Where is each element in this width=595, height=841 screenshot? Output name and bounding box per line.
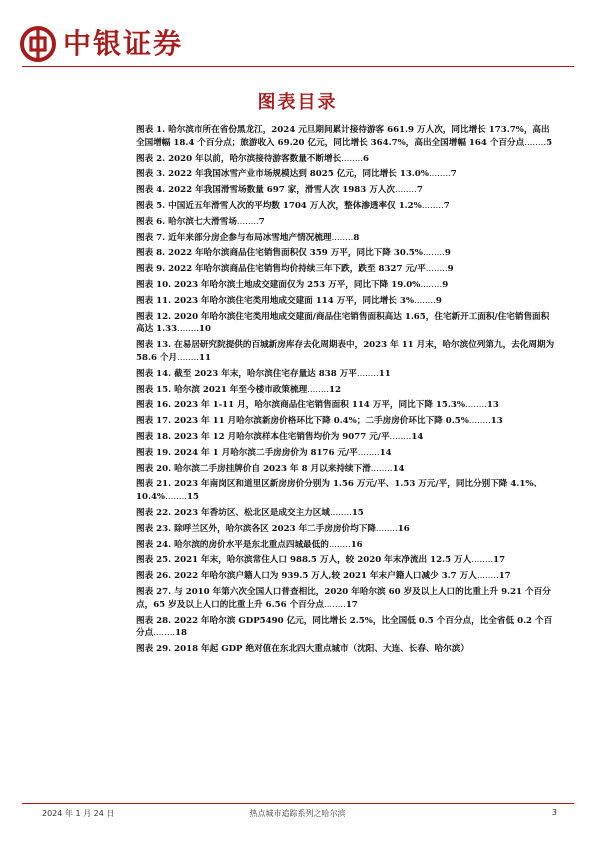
toc-entry-leader: ........	[341, 153, 364, 164]
toc-entry-label: 图表 26.	[136, 571, 172, 582]
toc-entry-text: 2023 年 11 月哈尔滨新房价格环比下降 0.4%；二手房房价环比下降 0.5%	[174, 416, 469, 427]
table-of-figures	[136, 124, 556, 659]
toc-entry-label: 图表 17.	[136, 416, 172, 427]
toc-entry-leader: ........	[421, 200, 444, 211]
toc-entry[interactable]	[136, 153, 556, 166]
toc-entry-label: 图表 13.	[136, 340, 172, 351]
toc-entry-page: 7	[416, 185, 423, 196]
toc-entry-label: 图表 3.	[136, 169, 166, 180]
toc-entry[interactable]	[136, 570, 556, 583]
toc-entry-leader: ........	[471, 555, 494, 566]
toc-entry-page: 9	[442, 279, 449, 290]
toc-entry-page: 15	[351, 507, 364, 518]
toc-entry-text: 除呼兰区外，哈尔滨各区 2023 年二手房房价均下降	[174, 523, 376, 534]
toc-entry-label: 图表 23.	[136, 523, 172, 534]
toc-entry-label: 图表 1.	[136, 125, 166, 135]
toc-entry-text: 哈尔滨市所在省份黑龙江，2024 元旦期间累计接待游客 661.9 万人次，同比增长 173.7%，高出全国增幅 18.4 个百分点；旅游收入 69.20 亿元，同比增长 364.7%，高出全国增幅 164 个百分点	[136, 125, 550, 148]
toc-entry[interactable]	[136, 200, 556, 213]
toc-entry[interactable]	[136, 586, 556, 612]
toc-entry-page: 13	[490, 416, 503, 427]
toc-entry-text: 2018 年起 GDP 绝对值在东北四大重点城市（沈阳、大连、长春、哈尔滨）	[174, 644, 469, 655]
toc-entry-leader: ........	[389, 431, 412, 442]
toc-entry-leader: ........	[357, 447, 380, 458]
toc-entry-text: 2023 年哈尔滨土地成交建面仅为 253 万平，同比下降 19.0%	[174, 279, 421, 290]
toc-entry-leader: ........	[476, 571, 499, 582]
toc-entry-text: 与 2010 年第六次全国人口普查相比，2020 年哈尔滨 60 岁及以上人口的比重上升 9.21 个百分点，65 岁及以上人口的比重上升 6.56 个百分点	[136, 586, 551, 610]
toc-entry-leader: ........	[425, 264, 448, 275]
toc-entry[interactable]	[136, 232, 556, 245]
toc-entry-text: 哈尔滨七大滑雪场	[168, 216, 237, 227]
toc-entry-label: 图表 14.	[136, 368, 172, 379]
toc-entry-page: 15	[186, 492, 199, 503]
toc-entry-leader: ........	[370, 463, 393, 474]
toc-entry-leader: ........	[395, 185, 417, 196]
toc-entry[interactable]	[136, 447, 556, 460]
toc-entry[interactable]	[136, 399, 556, 412]
toc-entry-page: 10	[198, 324, 211, 335]
toc-entry-page: 17	[345, 599, 358, 610]
toc-entry-text: 2022 年我国滑雪场数量 697 家，滑雪人次 1983 万人次	[168, 185, 395, 196]
boc-coin-icon	[20, 26, 56, 62]
toc-entry-label: 图表 8.	[136, 248, 166, 259]
toc-entry-text: 2023 年 12 月哈尔滨样本住宅销售均价为 9077 元/平	[174, 431, 390, 442]
toc-entry-text: 哈尔滨 2021 年至今楼市政策梳理	[174, 384, 308, 395]
toc-entry[interactable]	[136, 295, 556, 308]
toc-entry-page: 17	[498, 571, 511, 582]
toc-entry-label: 图表 5.	[136, 200, 166, 211]
toc-entry-page: 16	[350, 539, 363, 550]
page-header	[20, 26, 575, 66]
toc-entry-text: 2022 年哈尔滨户籍人口为 939.5 万人,较 2021 年末户籍人口减少 3.7 万人	[174, 571, 477, 582]
toc-entry-label: 图表 16.	[136, 400, 172, 411]
toc-entry-leader: ........	[153, 628, 176, 639]
toc-entry[interactable]	[136, 523, 556, 536]
toc-entry-leader: ........	[328, 539, 351, 550]
toc-entry[interactable]	[136, 539, 556, 552]
toc-entry-text: 在易居研究院提供的百城新房库存去化周期表中，2023 年 11 月末，哈尔滨位列第九，去化周期为 58.6 个月	[136, 340, 555, 363]
toc-entry-page: 5	[546, 137, 553, 148]
toc-entry-label: 图表 2.	[136, 153, 166, 164]
toc-entry-text: 2023 年香坊区、松北区是成交主力区域	[174, 507, 330, 518]
toc-entry-text: 2023 年 1-11 月，哈尔滨商品住宅销售面积 114 万平，同比下降 15.3%	[174, 400, 466, 411]
toc-entry-leader: ........	[420, 279, 443, 290]
toc-entry[interactable]	[136, 478, 556, 504]
toc-entry-text: 哈尔滨的房价水平是东北重点四城最低的	[174, 539, 329, 550]
toc-entry[interactable]	[136, 368, 556, 381]
toc-entry-label: 图表 15.	[136, 384, 172, 395]
toc-entry-text: 2022 年哈尔滨 GDP5490 亿元，同比增长 2.5%，比全国低 0.5 个百分点，比全省低 0.2 个百分点	[136, 615, 553, 639]
toc-entry-page: 7	[443, 200, 450, 211]
toc-title: 图表目录	[257, 92, 338, 113]
toc-entry-leader: ........	[428, 169, 451, 180]
toc-entry-label: 图表 12.	[136, 311, 172, 322]
toc-entry-label: 图表 25.	[136, 555, 172, 566]
toc-entry-page: 17	[493, 555, 506, 566]
toc-entry-page: 13	[486, 400, 499, 411]
toc-entry-leader: ........	[331, 232, 354, 243]
toc-entry[interactable]	[136, 168, 556, 181]
toc-entry-text: 2023 年哈尔滨住宅类用地成交建面 114 万平，同比增长 3%	[174, 295, 414, 306]
toc-entry-text: 截至 2023 年末，哈尔滨住宅存量达 838 万平	[174, 368, 357, 379]
toc-entry[interactable]	[136, 339, 556, 365]
footer-date: 2024 年 1 月 24 日	[42, 809, 115, 818]
toc-entry-leader: ........	[356, 368, 379, 379]
toc-entry-label: 图表 28.	[136, 615, 172, 626]
toc-entry-page: 16	[397, 523, 410, 534]
toc-entry-text: 2020 年以前，哈尔滨接待游客数量不断增长	[168, 153, 342, 164]
toc-entry-label: 图表 19.	[136, 447, 172, 458]
toc-entry[interactable]	[136, 124, 556, 150]
toc-entry-label: 图表 9.	[136, 264, 166, 275]
toc-entry[interactable]	[136, 643, 556, 656]
toc-entry-label: 图表 6.	[136, 216, 166, 227]
toc-entry-page: 11	[198, 352, 211, 363]
toc-entry-text: 哈尔滨二手房挂牌价自 2023 年 8 月以来持续下滑	[174, 463, 371, 474]
toc-entry[interactable]	[136, 263, 556, 276]
toc-entry-page: 12	[329, 384, 341, 395]
footer-divider	[22, 803, 574, 804]
toc-entry-label: 图表 7.	[136, 232, 166, 243]
toc-entry-page: 11	[378, 368, 391, 379]
toc-entry-leader: ........	[323, 599, 346, 610]
toc-entry[interactable]	[136, 384, 556, 397]
toc-entry-page: 7	[258, 216, 265, 227]
toc-entry-text: 2020 年哈尔滨住宅类用地成交建面/商品住宅销售面积高达 1.65，住宅新开工面积/住宅销售面积高达 1.33	[136, 311, 550, 335]
toc-entry-label: 图表 11.	[136, 295, 172, 306]
toc-entry[interactable]	[136, 463, 556, 476]
toc-entry-leader: ........	[468, 416, 491, 427]
toc-entry-text: 2022 年我国冰雪产业市场规模达到 8025 亿元，同比增长 13.0%	[168, 169, 429, 180]
toc-entry[interactable]	[136, 247, 556, 260]
toc-entry-label: 图表 18.	[136, 431, 172, 442]
header-divider	[22, 66, 574, 67]
toc-entry-page: 18	[175, 628, 188, 639]
toc-entry-leader: ........	[375, 523, 398, 534]
toc-entry-label: 图表 27.	[136, 586, 172, 597]
toc-entry[interactable]	[136, 415, 556, 428]
toc-entry-text: 2023 年南岗区和道里区新房房价分别为 1.56 万元/平、1.53 万元/平，同比分别下降 4.1%、10.4%	[136, 479, 543, 503]
toc-entry-leader: ........	[236, 216, 259, 227]
toc-entry-leader: ........	[422, 248, 445, 259]
toc-entry-page: 14	[379, 447, 392, 458]
toc-entry[interactable]	[136, 279, 556, 292]
footer-series-title: 热点城市追踪系列之哈尔滨	[249, 809, 346, 818]
brand-name: 中银证券	[63, 27, 184, 60]
toc-entry-leader: ........	[177, 352, 199, 363]
toc-entry-text: 2022 年哈尔滨商品住宅销售面积仅 359 万平，同比下降 30.5%	[168, 248, 423, 259]
toc-entry-text: 2022 年哈尔滨商品住宅销售均价持续三年下跌，跌至 8327 元/平	[168, 264, 426, 275]
toc-entry[interactable]	[136, 184, 556, 197]
toc-entry[interactable]	[136, 311, 556, 337]
toc-entry-text: 中国近五年滑雪人次的平均数 1704 万人次，整体渗透率仅 1.2%	[168, 200, 422, 211]
toc-entry-page: 9	[444, 248, 451, 259]
toc-entry-label: 图表 21.	[136, 479, 172, 490]
toc-entry-leader: ........	[307, 384, 330, 395]
toc-entry[interactable]	[136, 507, 556, 520]
toc-entry-page: 9	[447, 264, 454, 275]
toc-entry-leader: ........	[524, 137, 547, 148]
toc-entry-label: 图表 4.	[136, 185, 166, 196]
toc-entry-page: 14	[392, 463, 405, 474]
toc-entry-leader: ........	[465, 400, 487, 411]
toc-entry-label: 图表 20.	[136, 463, 172, 474]
toc-entry-page: 8	[353, 232, 360, 243]
toc-entry-page: 6	[363, 153, 370, 164]
toc-entry[interactable]	[136, 431, 556, 444]
toc-entry-text: 2024 年 1 月哈尔滨二手房房价为 8176 元/平	[174, 447, 358, 458]
page-number: 3	[551, 808, 557, 817]
toc-entry-label: 图表 29.	[136, 644, 172, 655]
toc-entry-label: 图表 22.	[136, 507, 172, 518]
toc-entry-leader: ........	[165, 492, 187, 503]
toc-entry-text: 近年来部分房企参与布局冰雪地产情况梳理	[168, 232, 332, 243]
toc-entry-label: 图表 24.	[136, 539, 172, 550]
toc-entry-label: 图表 10.	[136, 279, 172, 290]
toc-entry-page: 7	[450, 169, 457, 180]
toc-entry-page: 14	[411, 431, 424, 442]
toc-entry[interactable]	[136, 615, 556, 641]
toc-entry-leader: ........	[177, 324, 199, 335]
toc-entry-text: 2021 年末，哈尔滨常住人口 988.5 万人，较 2020 年末净流出 12.5 万人	[174, 555, 472, 566]
toc-entry-page: 9	[435, 295, 442, 306]
toc-entry-leader: ........	[414, 295, 436, 306]
toc-entry[interactable]	[136, 216, 556, 229]
toc-entry-leader: ........	[329, 507, 352, 518]
toc-entry[interactable]	[136, 554, 556, 567]
